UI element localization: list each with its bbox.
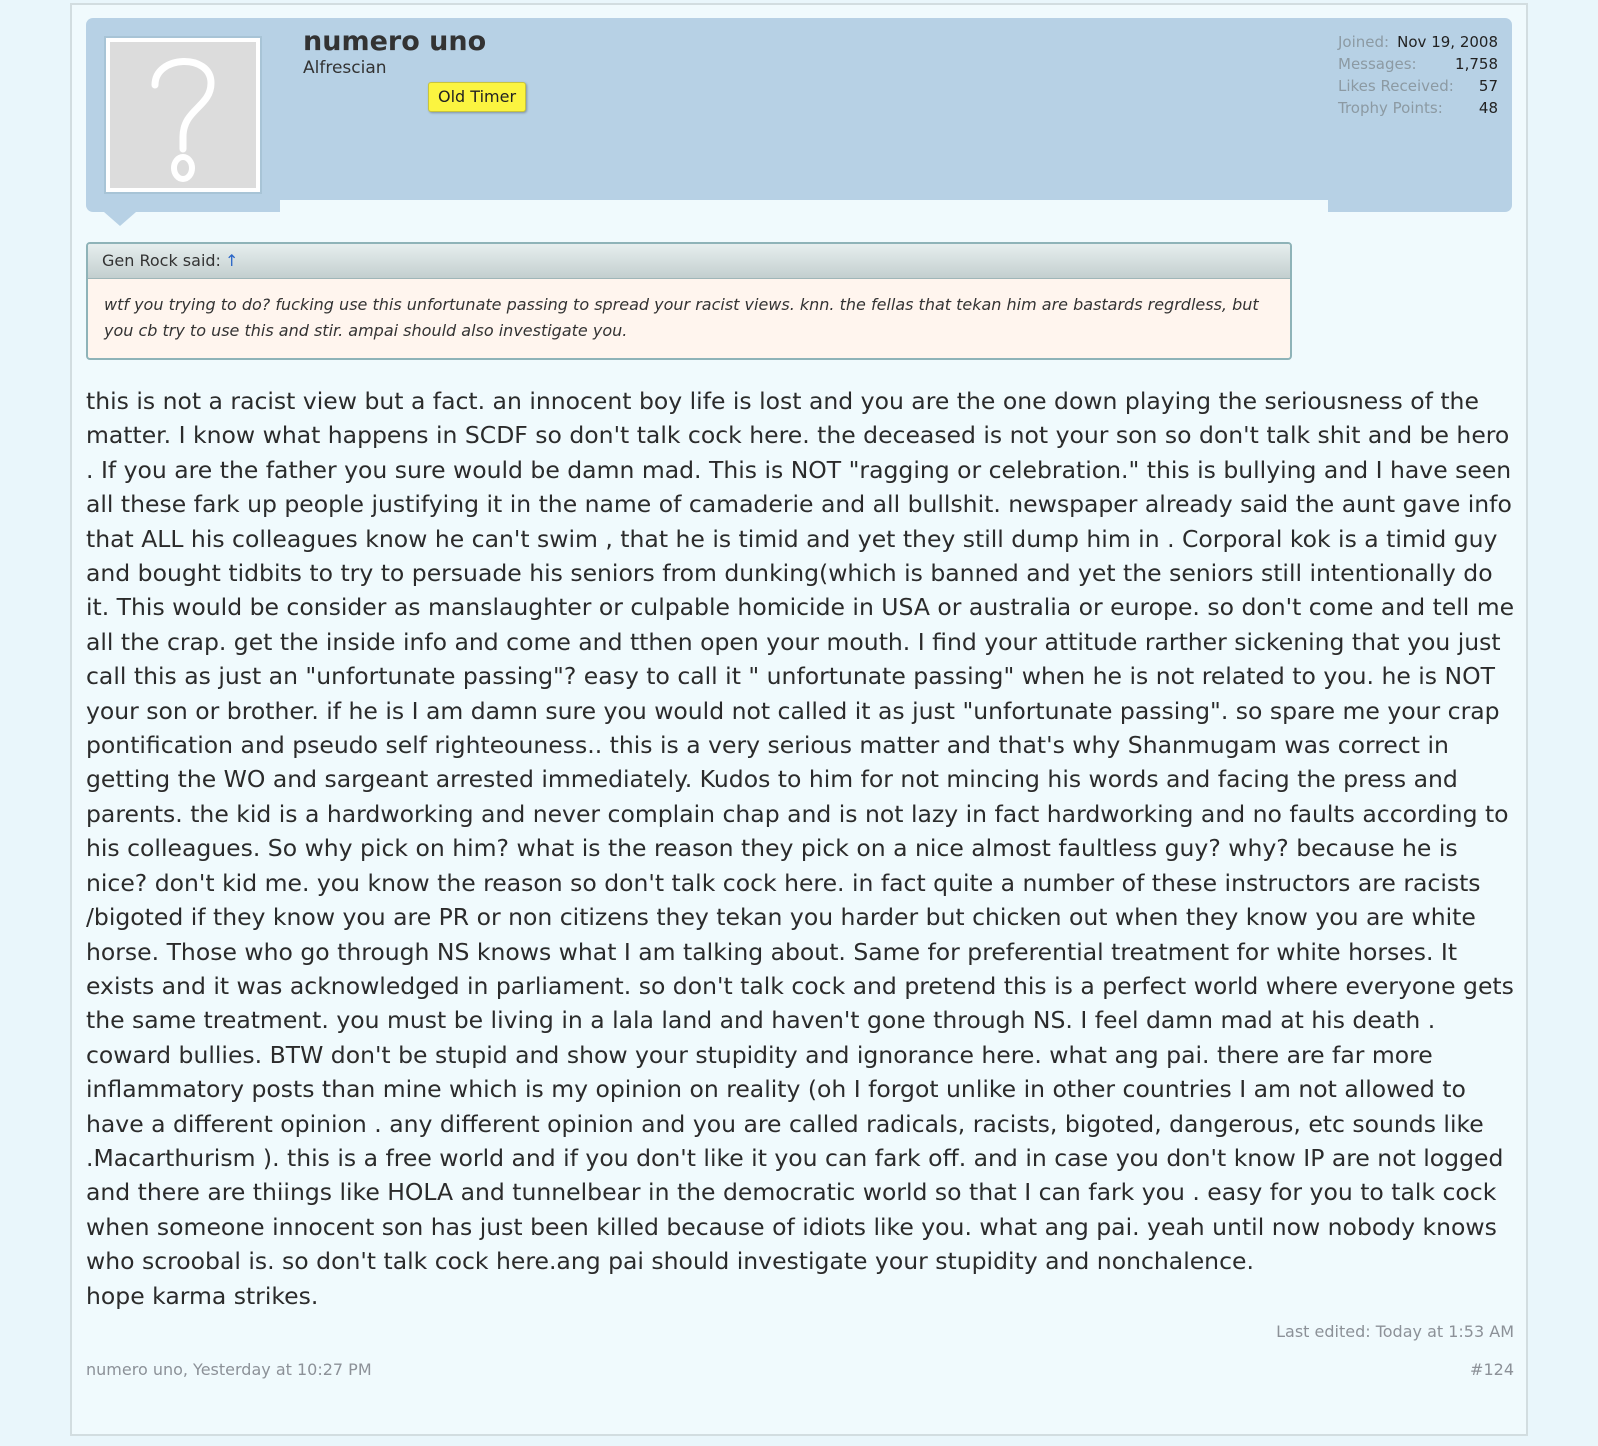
message-text: this is not a racist view but a fact. an innocent boy life is lost and you are the one down playing the seriousness of the matter. I know what happens in SCDF so don't talk cock here. the deceased is not your son so don't talk shit and be hero . If you are the father you sure would be damn mad. This is NOT "ragging or celebration." this is bullying and I have seen all these fark up people justifying it in the name of camaderie and all bullshit. newspaper already said the aunt gave info that ALL his colleagues know he can't swim , that he is timid and yet they still dump him in . Corporal kok is a timid guy and bought tidbits to try to persuade his seniors from dunking(which is banned and yet the seniors still intentionally do it. This would be consider as manslaughter or culpable homicide in USA or australia or europe. so don't come and tell me all the crap. get the inside info and come and tthen open your mouth. I find your attitude rarther sickening that you just call this as just an "unfortunate passing"? easy to call it " unfortunate passing" when he is not related to you. he is NOT your son or brother. if he is I am damn sure you would not called it as just "unfortunate passing". so spare me your crap pontification and pseudo self righteouness.. this is a very serious matter and that's why Shanmugam was correct in getting the WO and sargeant arrested immediately. Kudos to him for not mincing his words and facing the press and parents. the kid is a hardworking and never complain chap and is not lazy in fact hardworking and no faults according to his colleagues. So why pick on him? what is the reason they pick on a nice almost faultless guy? why? because he is nice? don't kid me. you know the reason so don't talk cock here. in fact quite a number of these instructors are racists /bigoted if they know you are PR or non citizens they tekan you harder but chicken out when they know you are white horse. Those who go through NS knows what I am talking about. Same for preferential treatment for white horses. It exists and it was acknowledged in parliament. so don't talk cock and pretend this is a perfect world where everyone gets the same treatment. you must be living in a lala land and haven't gone through NS. I feel damn mad at his death . coward bullies. BTW don't be stupid and show your stupidity and ignorance here. what ang pai. there are far more inflammatory posts than mine which is my opinion on reality (oh I forgot unlike in other countries I am not allowed to have a different opinion . any different opinion and you are called radicals, racists, bigoted, dangerous, etc sounds like .Macarthurism ). this is a free world and if you don't like it you can fark off. and in case you don't know IP are not logged and there are thiings like HOLA and tunnelbear in the democratic world so that I can fark you . easy for you to talk cock when someone innocent son has just been killed because of idiots like you. what ang pai. yeah until now nobody knows who scroobal is. so don't talk cock here.ang pai should investigate your stupidity and nonchalence. [86, 387, 1515, 1276]
stat-messages [1338, 53, 1498, 75]
stat-label: Likes Received: [1338, 77, 1454, 95]
avatar[interactable] [104, 36, 262, 194]
stat-value[interactable]: 48 [1478, 99, 1498, 117]
stat-joined [1338, 31, 1498, 53]
question-mark-glyph [143, 45, 223, 185]
quote-text: wtf you trying to do? fucking use this unfortunate passing to spread your racist views. knn. the fellas that tekan him are bastards regrdless, but you cb try to use this and stir. ampai should also investigate you. [104, 295, 1259, 340]
stat-label: Trophy Points: [1338, 99, 1443, 117]
stat-label: Messages: [1338, 55, 1417, 73]
user-banner [86, 18, 1512, 212]
jump-to-quote-icon[interactable]: ↑ [224, 251, 239, 270]
stat-likes [1338, 75, 1498, 97]
question-mark-avatar-icon [110, 42, 256, 188]
stat-value[interactable]: 1,758 [1455, 55, 1498, 73]
stat-value: 57 [1478, 77, 1498, 95]
quote-block [86, 242, 1292, 360]
message-closing: hope karma strikes. [86, 1281, 319, 1310]
user-title: Alfrescian [303, 58, 387, 78]
stat-trophy-points [1338, 97, 1498, 119]
quote-header [88, 244, 1290, 279]
post-author-time[interactable]: numero uno, Yesterday at 10:27 PM [86, 1360, 372, 1379]
banner-divider [280, 200, 1328, 214]
stat-label: Joined: [1338, 33, 1390, 51]
banner-pointer [104, 212, 136, 226]
quote-author: Gen Rock said: [102, 251, 221, 270]
user-stats [1338, 31, 1498, 119]
username[interactable]: numero uno [303, 26, 487, 57]
post-number-link[interactable]: #124 [1470, 1360, 1514, 1379]
user-badge: Old Timer [428, 82, 526, 112]
last-edited: Last edited: Today at 1:53 AM [1276, 1322, 1514, 1341]
stat-value: Nov 19, 2008 [1397, 33, 1498, 51]
message-body [86, 384, 1516, 1313]
